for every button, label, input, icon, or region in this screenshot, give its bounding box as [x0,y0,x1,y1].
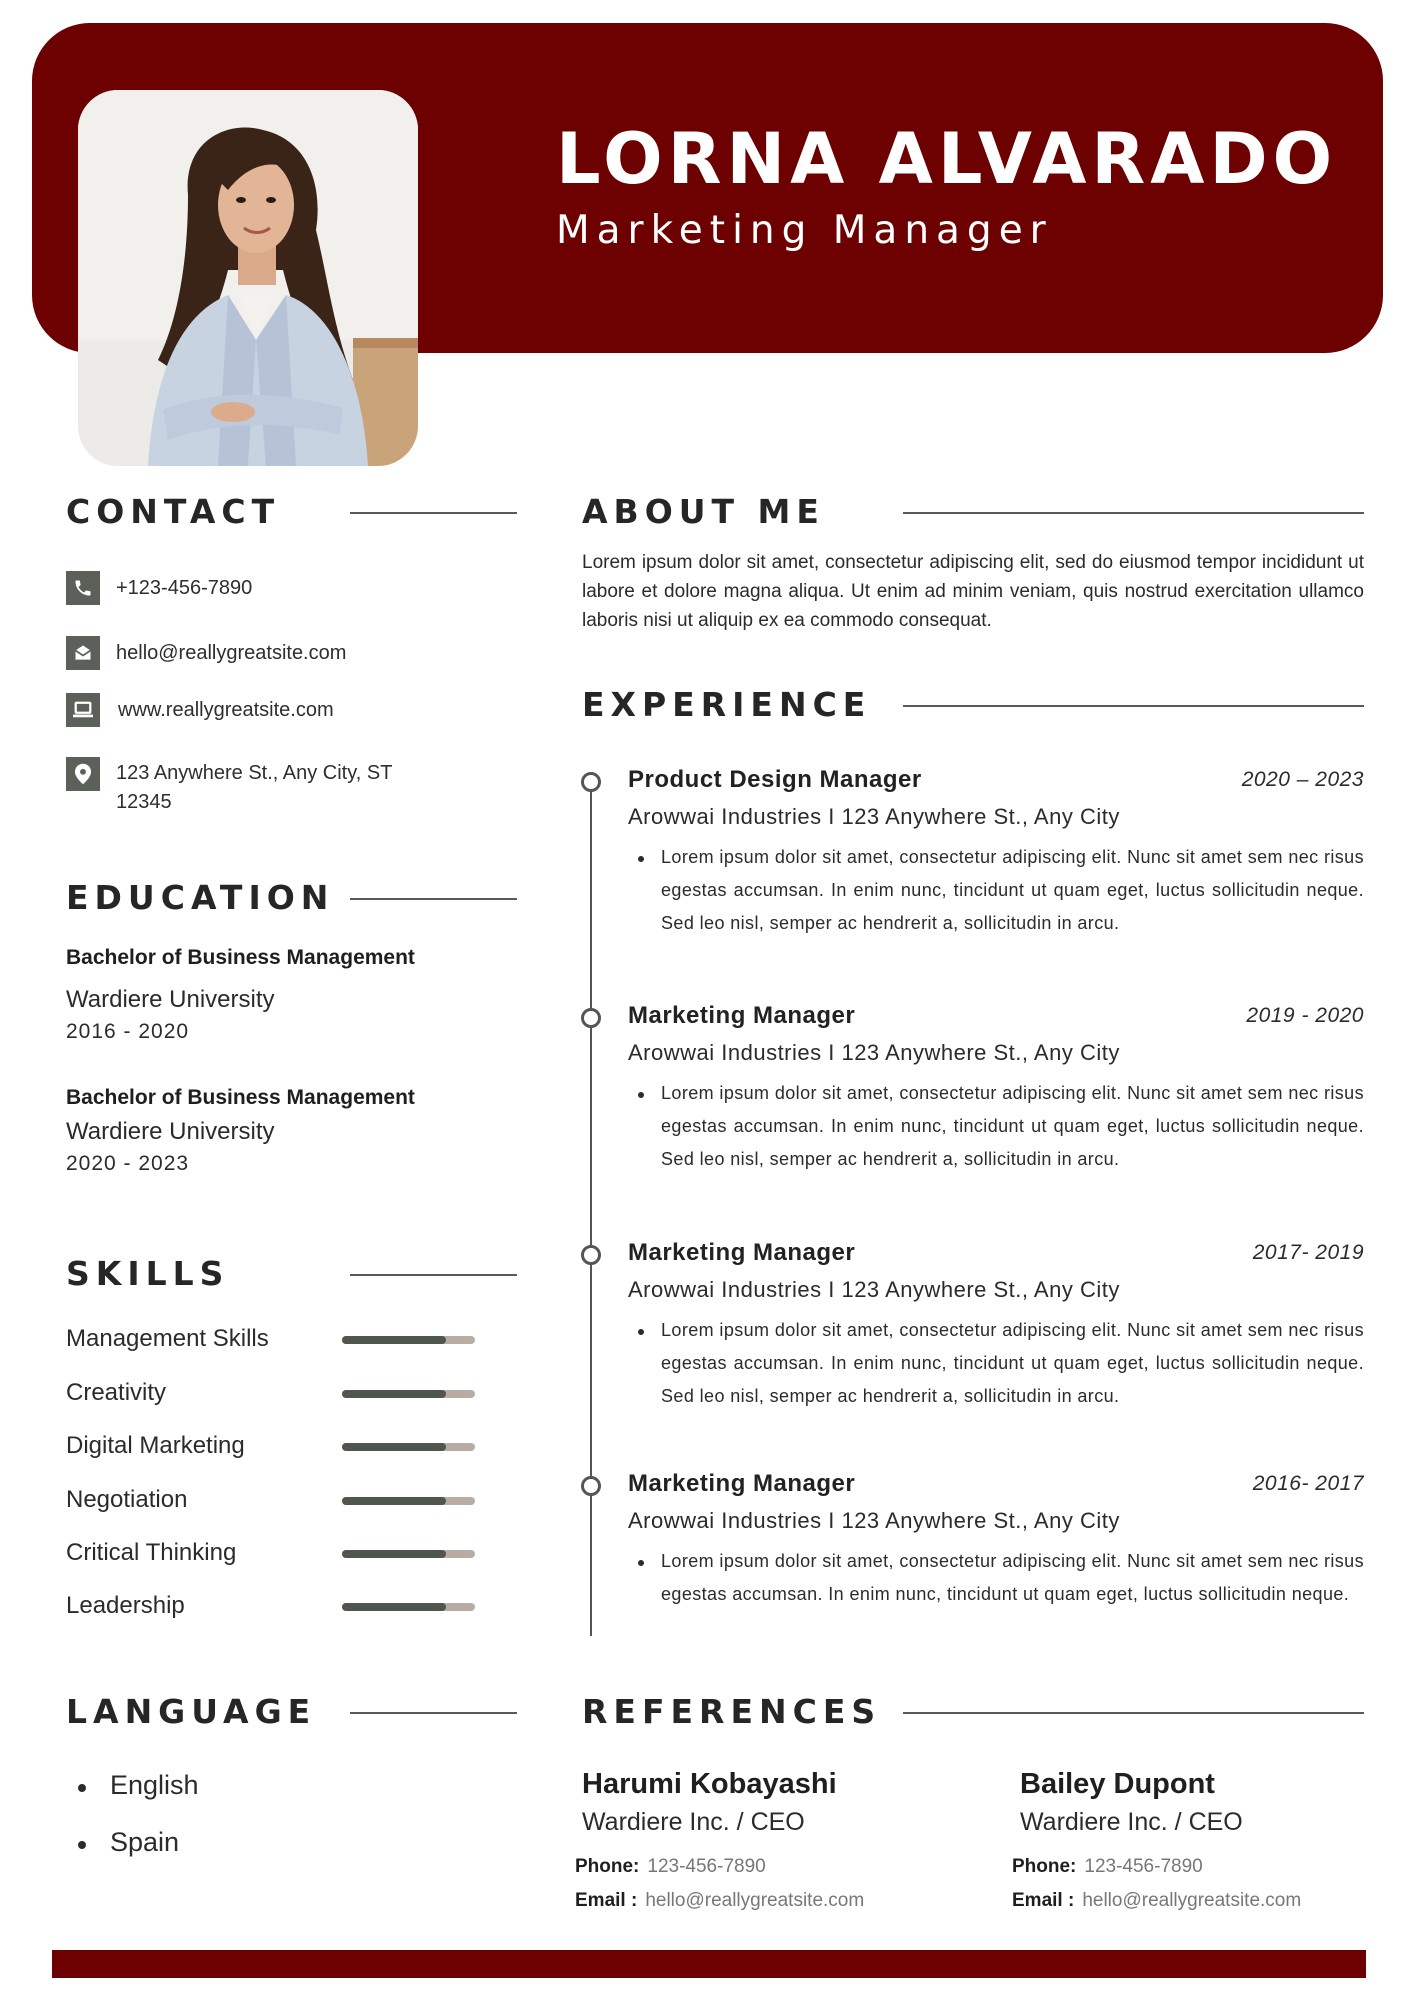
contact-address-line1: 123 Anywhere St., Any City, ST [116,762,393,784]
skill-bar [342,1497,475,1505]
timeline-dot [581,1245,601,1265]
candidate-name: LORNA ALVARADO [556,118,1338,200]
references-rule [903,1712,1364,1714]
skill-label: Management Skills [66,1325,269,1352]
candidate-title: Marketing Manager [556,208,1053,253]
job-years: 2016- 2017 [1252,1472,1364,1495]
job-title: Marketing Manager [628,1239,856,1266]
job-bullet [638,1329,644,1335]
skill-label: Negotiation [66,1486,188,1513]
language-item-label: English [110,1770,199,1800]
language-item-label: Spain [110,1827,180,1857]
laptop-icon [66,693,100,727]
skill-label: Creativity [66,1379,167,1406]
job-company: Arowwai Industries I 123 Anywhere St., Any City [628,1277,1120,1302]
contact-heading: CONTACT [66,492,281,531]
education-heading: EDUCATION [66,878,335,917]
reference-role: Wardiere Inc. / CEO [582,1808,805,1836]
job-description: Lorem ipsum dolor sit amet, consectetur adipiscing elit. Nunc sit amet sem nec risus egestas accumsan. In enim nunc, tincidunt ut quam eget, luctus sollicitudin neque. [661,1551,1364,1604]
contact-address [116,759,392,817]
skill-bar-fill [342,1443,446,1451]
reference-phone-value[interactable]: 123-456-7890 [1084,1856,1203,1877]
reference-email-label: Email : [575,1890,638,1911]
skill-bar [342,1550,475,1558]
reference-name: Bailey Dupont [1020,1768,1215,1800]
skill-bar [342,1443,475,1451]
skill-bar-fill [342,1603,446,1611]
references-heading: REFERENCES [582,1692,882,1731]
contact-website[interactable]: www.reallygreatsite.com [118,699,334,721]
skill-label: Digital Marketing [66,1432,245,1459]
contact-address-line2: 12345 [116,791,172,813]
education-years: 2020 - 2023 [66,1152,190,1175]
job-bullet [638,1092,644,1098]
skill-bar [342,1390,475,1398]
job-title: Product Design Manager [628,766,922,793]
experience-heading: EXPERIENCE [582,685,872,724]
language-heading: LANGUAGE [66,1692,317,1731]
job-title: Marketing Manager [628,1470,856,1497]
skills-heading: SKILLS [66,1254,230,1293]
reference-email-label: Email : [1012,1890,1075,1911]
education-degree: Bachelor of Business Management [66,1086,415,1109]
reference-name: Harumi Kobayashi [582,1768,837,1800]
reference-phone [1012,1856,1203,1878]
education-rule [350,898,517,900]
job-company: Arowwai Industries I 123 Anywhere St., Any City [628,804,1120,829]
job-company: Arowwai Industries I 123 Anywhere St., Any City [628,1040,1120,1065]
reference-phone-label: Phone: [1012,1856,1077,1877]
location-pin-icon [66,757,100,791]
education-degree: Bachelor of Business Management [66,946,415,969]
timeline-dot [581,1008,601,1028]
timeline-dot [581,772,601,792]
job-years: 2019 - 2020 [1246,1004,1364,1027]
education-school: Wardiere University [66,986,275,1013]
job-company: Arowwai Industries I 123 Anywhere St., Any City [628,1508,1120,1533]
experience-rule [903,705,1364,707]
reference-email [575,1890,864,1912]
education-school: Wardiere University [66,1118,275,1145]
footer-bar [52,1950,1366,1978]
phone-icon [66,571,100,605]
skill-bar-fill [342,1550,446,1558]
contact-email[interactable]: hello@reallygreatsite.com [116,642,347,664]
job-years: 2017- 2019 [1252,1241,1364,1264]
skill-label: Leadership [66,1592,185,1619]
reference-phone-label: Phone: [575,1856,640,1877]
skill-bar [342,1336,475,1344]
job-years: 2020 – 2023 [1241,768,1364,791]
reference-email-value[interactable]: hello@reallygreatsite.com [1082,1890,1302,1911]
job-description: Lorem ipsum dolor sit amet, consectetur adipiscing elit. Nunc sit amet sem nec risus egestas accumsan. In enim nunc, tincidunt ut quam eget, luctus sollicitudin neque. Sed leo nisl, semper ac hendrerit a, sollicitudin in arcu. [661,1083,1364,1169]
profile-photo [78,90,418,466]
about-text: Lorem ipsum dolor sit amet, consectetur adipiscing elit, sed do eiusmod tempor incididunt ut labore et dolore magna aliqua. Ut enim ad minim veniam, quis nostrud exercitation ullamco laboris nisi ut aliquip ex ea commodo consequat. [582,552,1364,631]
timeline-dot [581,1476,601,1496]
contact-phone[interactable]: +123-456-7890 [116,577,253,599]
experience-timeline [590,782,592,1636]
language-rule [350,1712,517,1714]
skill-bar-fill [342,1497,446,1505]
job-description: Lorem ipsum dolor sit amet, consectetur adipiscing elit. Nunc sit amet sem nec risus egestas accumsan. In enim nunc, tincidunt ut quam eget, luctus sollicitudin neque. Sed leo nisl, semper ac hendrerit a, sollicitudin in arcu. [661,847,1364,933]
about-rule [903,512,1364,514]
skill-label: Critical Thinking [66,1539,237,1566]
reference-role: Wardiere Inc. / CEO [1020,1808,1243,1836]
skills-rule [350,1274,517,1276]
email-icon [66,636,100,670]
contact-rule [350,512,517,514]
skill-bar [342,1603,475,1611]
reference-email-value[interactable]: hello@reallygreatsite.com [645,1890,865,1911]
about-heading: ABOUT ME [582,492,825,531]
language-item [80,1770,199,1801]
skill-bar-fill [342,1390,446,1398]
profile-photo-image [78,90,418,466]
job-title: Marketing Manager [628,1002,856,1029]
skill-bar-fill [342,1336,446,1344]
job-bullet [638,856,644,862]
reference-email [1012,1890,1301,1912]
job-description: Lorem ipsum dolor sit amet, consectetur adipiscing elit. Nunc sit amet sem nec risus egestas accumsan. In enim nunc, tincidunt ut quam eget, luctus sollicitudin neque. Sed leo nisl, semper ac hendrerit a, sollicitudin in arcu. [661,1320,1364,1406]
language-item [80,1827,179,1858]
education-years: 2016 - 2020 [66,1020,190,1043]
reference-phone [575,1856,766,1878]
job-bullet [638,1560,644,1566]
reference-phone-value[interactable]: 123-456-7890 [647,1856,766,1877]
